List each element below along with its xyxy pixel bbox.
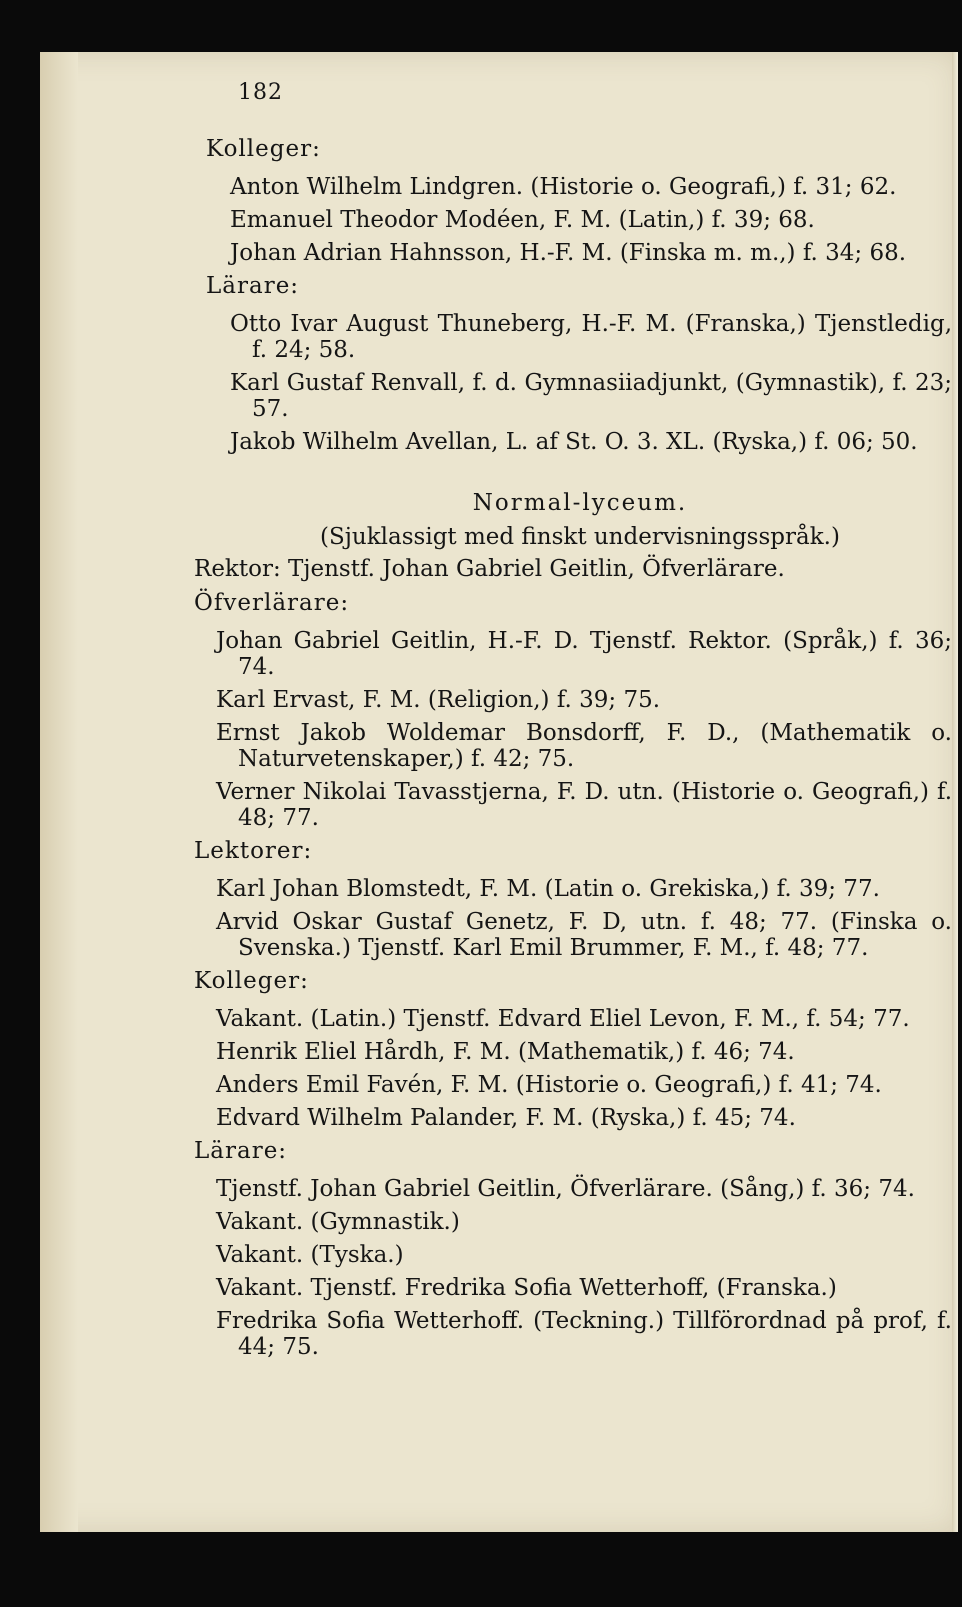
list-item: Vakant. (Latin.) Tjenstf. Edvard Eliel Levon, F. M., f. 54; 77. bbox=[216, 1006, 910, 1032]
list-item: Johan Gabriel Geitlin, H.-F. D. Tjenstf. Rektor. (Språk,) f. 36; 74. bbox=[216, 628, 952, 680]
lyceum-subtitle: (Sjuklassigt med finskt undervisningsspråk.) bbox=[320, 524, 840, 550]
list-item: Anders Emil Favén, F. M. (Historie o. Geografi,) f. 41; 74. bbox=[216, 1072, 882, 1098]
lyceum-title: Normal-lyceum. bbox=[472, 490, 688, 516]
section-heading: Öfverlärare: bbox=[194, 590, 350, 616]
list-item: Otto Ivar August Thuneberg, H.-F. M. (Franska,) Tjenstledig, f. 24; 58. bbox=[230, 311, 952, 363]
upper-kolleger-section bbox=[168, 136, 952, 266]
section-heading: Kolleger: bbox=[206, 136, 321, 162]
list-item: Emanuel Theodor Modéen, F. M. (Latin,) f. 39; 68. bbox=[230, 207, 815, 233]
page-number: 182 bbox=[238, 80, 283, 105]
lyceum-block bbox=[168, 490, 952, 1360]
list-item: Verner Nikolai Tavasstjerna, F. D. utn. (Historie o. Geografi,) f. 48; 77. bbox=[216, 779, 952, 831]
list-item: Arvid Oskar Gustaf Genetz, F. D, utn. f. 48; 77. (Finska o. Svenska.) Tjenstf. Karl Emil Brummer, F. M., f. 48; 77. bbox=[216, 909, 952, 961]
rektor-line: Rektor: Tjenstf. Johan Gabriel Geitlin, Öfverlärare. bbox=[194, 556, 785, 582]
list-item: Johan Adrian Hahnsson, H.-F. M. (Finska m. m.,) f. 34; 68. bbox=[230, 240, 907, 266]
list-item: Ernst Jakob Woldemar Bonsdorff, F. D., (Mathematik o. Naturvetenskaper,) f. 42; 75. bbox=[216, 720, 952, 772]
list-item: Vakant. Tjenstf. Fredrika Sofia Wetterhoff, (Franska.) bbox=[216, 1275, 837, 1301]
list-item: Vakant. (Tyska.) bbox=[216, 1242, 404, 1268]
list-item: Karl Johan Blomstedt, F. M. (Latin o. Grekiska,) f. 39; 77. bbox=[216, 876, 880, 902]
list-item: Anton Wilhelm Lindgren. (Historie o. Geografi,) f. 31; 62. bbox=[230, 174, 897, 200]
book-page bbox=[40, 52, 958, 1532]
list-item: Fredrika Sofia Wetterhoff. (Teckning.) Tillförordnad på prof, f. 44; 75. bbox=[216, 1308, 952, 1360]
list-item: Edvard Wilhelm Palander, F. M. (Ryska,) f. 45; 74. bbox=[216, 1105, 796, 1131]
list-item: Karl Gustaf Renvall, f. d. Gymnasiiadjunkt, (Gymnastik), f. 23; 57. bbox=[230, 370, 952, 422]
section-heading: Kolleger: bbox=[194, 968, 309, 994]
list-item: Henrik Eliel Hårdh, F. M. (Mathematik,) f. 46; 74. bbox=[216, 1039, 795, 1065]
list-item: Jakob Wilhelm Avellan, L. af St. O. 3. XL. (Ryska,) f. 06; 50. bbox=[230, 429, 918, 455]
section-heading: Lärare: bbox=[206, 273, 300, 299]
page-edge bbox=[952, 52, 958, 1532]
section-heading: Lektorer: bbox=[194, 838, 313, 864]
list-item: Tjenstf. Johan Gabriel Geitlin, Öfverlärare. (Sång,) f. 36; 74. bbox=[216, 1176, 915, 1202]
list-item: Karl Ervast, F. M. (Religion,) f. 39; 75. bbox=[216, 687, 661, 713]
upper-larare-section bbox=[168, 273, 952, 455]
section-heading: Lärare: bbox=[194, 1138, 288, 1164]
list-item: Vakant. (Gymnastik.) bbox=[216, 1209, 460, 1235]
page-content bbox=[168, 80, 952, 1367]
